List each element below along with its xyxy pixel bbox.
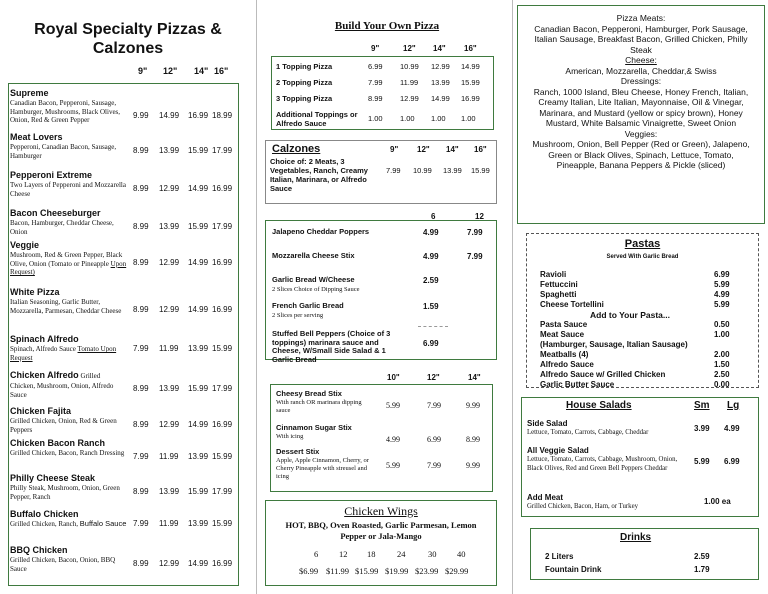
byo-price: 1.00 xyxy=(368,114,383,123)
pizza-price: 15.99 xyxy=(212,519,233,528)
pizza-desc: Grilled Chicken, Bacon, Onion, BBQ Sauce xyxy=(10,556,116,573)
calzone-size-9: 9" xyxy=(390,145,399,154)
pizza-price: 17.99 xyxy=(212,222,233,231)
pizza-row xyxy=(10,406,242,434)
pizza-row xyxy=(10,287,242,315)
byo-price: 1.00 xyxy=(431,114,446,123)
salad-sub: Grilled Chicken, Bacon, Ham, or Turkey xyxy=(527,503,639,510)
pizza-desc: Italian Seasoning, Garlic Butter, Mozzarella, Parmesan, Cheddar Cheese xyxy=(10,298,122,315)
byo-price: 16.99 xyxy=(461,94,480,103)
drink-price: 2.59 xyxy=(694,552,710,561)
stix-name: Dessert Stix xyxy=(276,447,320,456)
appetizer-price-12: 7.99 xyxy=(467,228,483,237)
drink-name: 2 Liters xyxy=(545,552,574,561)
byo-price: 1.00 xyxy=(461,114,476,123)
pizza-desc: Mushroom, Red & Green Pepper, Black Olive, Onion (Tomato or Pineapple Upon Request) xyxy=(10,251,127,276)
salad-price-sm: 5.99 xyxy=(694,457,710,466)
salad-sub: Lettuce, Tomato, Carrots, Cabbage, Mushroom, Onion, Black Olives, Red and Green Bell Peppers Cheddar xyxy=(527,456,678,472)
pizza-row xyxy=(10,170,242,198)
wings-price: $19.99 xyxy=(385,566,409,576)
appetizer-name: Garlic Bread W/Cheese xyxy=(272,275,355,284)
pizza-price: 13.99 xyxy=(188,344,209,353)
salad-sub: Lettuce, Tomato, Carrots, Cabbage, Cheddar xyxy=(527,429,649,436)
stix-sub: With ranch OR marinara dipping sauce xyxy=(276,399,362,414)
pizza-price: 15.99 xyxy=(188,487,209,496)
pizza-price: 8.99 xyxy=(133,384,149,393)
salads-lg-header: Lg xyxy=(727,400,740,411)
apps-count-12: 12 xyxy=(475,212,484,221)
pizza-price: 14.99 xyxy=(188,559,209,568)
wings-count: 18 xyxy=(367,549,376,559)
pizza-name: Buffalo Chicken xyxy=(10,509,79,519)
pizza-price: 7.99 xyxy=(133,452,149,461)
dressings-list: Ranch, 1000 Island, Bleu Cheese, Honey French, Italian, Creamy Italian, Lite Italian, Mayonnaise, Oil & Vinegar, Marinara, and Mustard (yellow or spicy brown), Honey Mustard, White Balsamic Vinaigrette, Sweet Onion xyxy=(533,86,749,128)
byo-size-14: 14" xyxy=(433,44,446,53)
calzone-price-16: 15.99 xyxy=(471,166,490,175)
pizza-desc: Grilled Chicken, Onion, Red & Green Peppers xyxy=(10,417,117,434)
pasta-price: 6.99 xyxy=(714,270,730,279)
pasta-add-price: 0.50 xyxy=(714,320,730,329)
salads-title: House Salads xyxy=(566,400,632,411)
pizza-name: Chicken Fajita xyxy=(10,406,72,416)
pizza-row xyxy=(10,334,242,362)
pizza-name: Supreme xyxy=(10,88,49,98)
pizza-name: Meat Lovers xyxy=(10,132,63,142)
pizza-price: 12.99 xyxy=(159,559,180,568)
pizza-row xyxy=(10,240,242,277)
byo-size-16: 16" xyxy=(464,44,477,53)
pastas-sub: Served With Garlic Bread xyxy=(606,254,679,260)
salad-price-lg: 6.99 xyxy=(724,457,740,466)
byo-row-name: 3 Topping Pizza xyxy=(276,94,333,103)
byo-price: 14.99 xyxy=(461,62,480,71)
byo-price: 15.99 xyxy=(461,78,480,87)
byo-price: 8.99 xyxy=(368,94,383,103)
pizza-price: 12.99 xyxy=(159,258,180,267)
pizza-price: 12.99 xyxy=(159,305,180,314)
appetizer-price-6: 1.59 xyxy=(423,302,439,311)
size-header-14: 14" xyxy=(194,66,209,76)
pasta-price: 5.99 xyxy=(714,300,730,309)
pizza-price: 17.99 xyxy=(212,487,233,496)
stix-price: 7.99 xyxy=(427,401,441,410)
pizza-name-extra: Grilled xyxy=(78,372,101,380)
pizza-desc: Two Layers of Pepperoni and Mozzarella Cheese xyxy=(10,181,126,198)
wings-flavors: HOT, BBQ, Oven Roasted, Garlic Parmesan, Lemon Pepper or Jala-Mango xyxy=(285,520,477,541)
pasta-add-price: 0.00 xyxy=(714,380,730,389)
pizza-price: 8.99 xyxy=(133,184,149,193)
stix-sub: Apple, Apple Cinnamon, Cherry, or Cherry Pineapple with streusel and icing xyxy=(276,457,369,480)
wings-title: Chicken Wings xyxy=(344,504,418,518)
pizza-price: 8.99 xyxy=(133,305,149,314)
appetizer-sub: 2 Slices Choice of Dipping Sauce xyxy=(272,286,360,293)
stix-price: 5.99 xyxy=(386,401,400,410)
pizza-price: 15.99 xyxy=(188,146,209,155)
pizza-price: 11.99 xyxy=(159,452,179,461)
wings-count: 40 xyxy=(457,549,466,559)
pizza-desc: Spinach, Alfredo Sauce Tomato Upon Request xyxy=(10,345,117,362)
pizza-name: BBQ Chicken xyxy=(10,545,68,555)
byo-row-name: 1 Topping Pizza xyxy=(276,62,333,71)
pizza-price: 16.99 xyxy=(212,184,233,193)
salad-price-lg: 4.99 xyxy=(724,424,740,433)
pizza-price: 9.99 xyxy=(133,111,149,120)
pizza-price: 16.99 xyxy=(188,111,209,120)
pizza-price: 14.99 xyxy=(159,111,180,120)
appetizer-name: Stuffed Bell Peppers (Choice of 3 toppings) marinara sauce and Cheese, W/Small Side Salad & 1 Garlic Bread xyxy=(272,329,391,364)
pizza-price: 17.99 xyxy=(212,384,233,393)
salad-name: All Veggie Salad xyxy=(527,446,589,455)
meats-list: Canadian Bacon, Pepperoni, Hamburger, Pork Sausage, Italian Sausage, Breakfast Bacon, Grilled Chicken, Philly Steak xyxy=(534,23,748,55)
pasta-name: Fettuccini xyxy=(540,280,578,289)
appetizer-price-6: 6.99 xyxy=(423,339,439,348)
pizza-price: 14.99 xyxy=(188,420,209,429)
salad-price-sm: 3.99 xyxy=(694,424,710,433)
stix-size-12: 12" xyxy=(427,373,440,382)
pizza-price: 11.99 xyxy=(159,344,179,353)
pizza-row xyxy=(10,509,242,529)
pizza-price: 12.99 xyxy=(159,420,180,429)
pasta-add-heading: Add to Your Pasta... xyxy=(590,310,670,320)
calzone-price-14: 13.99 xyxy=(443,166,462,175)
appetizer-name: Jalapeno Cheddar Poppers xyxy=(272,227,370,236)
pizza-price: 13.99 xyxy=(159,146,180,155)
appetizer-price-6: 4.99 xyxy=(423,228,439,237)
pasta-add-price: 2.00 xyxy=(714,350,730,359)
byo-row-name: Additional Toppings or Alfredo Sauce xyxy=(276,110,358,128)
wings-price: $6.99 xyxy=(299,566,319,576)
size-header-9: 9" xyxy=(138,66,148,76)
byo-price: 7.99 xyxy=(368,78,383,87)
pizza-row xyxy=(10,88,242,125)
salad-name: Side Salad xyxy=(527,419,568,428)
pizza-desc-tail: Buffalo Sauce xyxy=(79,519,127,528)
pizza-desc: Pepperoni, Canadian Bacon, Sausage, Hamburger xyxy=(10,143,117,160)
pasta-price: 4.99 xyxy=(714,290,730,299)
apps-count-6: 6 xyxy=(431,212,436,221)
salad-price-lg: 1.00 ea xyxy=(704,497,731,506)
pizza-desc-note: Upon Request) xyxy=(10,259,127,276)
pasta-add-name: Meatballs (4) xyxy=(540,350,589,359)
pizza-row xyxy=(10,132,242,160)
column-divider-right xyxy=(512,0,513,594)
salad-name: Add Meat xyxy=(527,493,563,502)
pizza-price: 13.99 xyxy=(159,487,180,496)
pizza-row xyxy=(10,438,242,461)
size-header-12: 12" xyxy=(163,66,178,76)
calzone-size-14: 14" xyxy=(446,145,459,154)
stix-size-10: 10" xyxy=(387,373,400,382)
pizza-name: White Pizza xyxy=(10,287,60,297)
stix-price: 8.99 xyxy=(466,435,480,444)
pizza-name: Philly Cheese Steak xyxy=(10,473,96,483)
stix-price: 7.99 xyxy=(427,461,441,470)
salads-sm-header: Sm xyxy=(694,400,710,411)
pizza-price: 12.99 xyxy=(159,184,180,193)
drink-name: Fountain Drink xyxy=(545,565,602,574)
column-divider-left xyxy=(256,0,257,594)
wings-price: $15.99 xyxy=(355,566,379,576)
stix-name: Cinnamon Sugar Stix xyxy=(276,423,352,432)
pizza-name: Chicken Bacon Ranch xyxy=(10,438,106,448)
pizza-price: 8.99 xyxy=(133,559,149,568)
pizza-row xyxy=(10,208,242,236)
pizza-price: 14.99 xyxy=(188,184,209,193)
byo-price: 12.99 xyxy=(431,62,450,71)
drinks-title: Drinks xyxy=(620,532,652,543)
stix-price: 9.99 xyxy=(466,461,480,470)
stix-price: 4.99 xyxy=(386,435,400,444)
pizza-name: Pepperoni Extreme xyxy=(10,170,93,180)
pizza-name: Bacon Cheeseburger xyxy=(10,208,101,218)
veggies-heading: Veggies: xyxy=(624,128,658,139)
stix-price: 9.99 xyxy=(466,401,480,410)
pizza-desc: Chicken, Mushroom, Onion, Alfredo Sauce xyxy=(10,382,114,399)
pizza-price: 16.99 xyxy=(212,420,233,429)
pizza-price: 7.99 xyxy=(133,344,149,353)
pasta-name: Ravioli xyxy=(540,270,567,279)
pizza-price: 17.99 xyxy=(212,146,233,155)
pizza-row xyxy=(10,370,242,399)
pizza-name: Spinach Alfredo xyxy=(10,334,79,344)
pasta-add-name: Meat Sauce xyxy=(540,330,585,339)
calzone-price-12: 10.99 xyxy=(413,166,432,175)
veggies-list: Mushroom, Onion, Bell Pepper (Red or Green), Jalapeno, Green or Black Olives, Spinach, Lettuce, Tomato, Pineapple, Banana Peppers & Pickle (sliced) xyxy=(532,139,750,170)
pasta-add-name: Alfredo Sauce xyxy=(540,360,594,369)
byo-price: 13.99 xyxy=(431,78,450,87)
pasta-add-name: Pasta Sauce xyxy=(540,320,588,329)
pizza-desc: Grilled Chicken, Bacon, Ranch Dressing xyxy=(10,449,125,457)
pasta-add-name: Alfredo Sauce w/ Grilled Chicken xyxy=(540,370,666,379)
pizza-name: Chicken Alfredo Grilled xyxy=(10,370,101,380)
drink-price: 1.79 xyxy=(694,565,710,574)
pizza-desc: Bacon, Hamburger, Cheddar Cheese, Onion xyxy=(10,219,114,236)
pizza-price: 16.99 xyxy=(212,305,233,314)
wings-count: 12 xyxy=(339,549,348,559)
pizza-price: 16.99 xyxy=(212,559,233,568)
pasta-add-name: Garlic Butter Sauce xyxy=(540,380,615,389)
pizza-price: 14.99 xyxy=(188,258,209,267)
stix-price: 5.99 xyxy=(386,461,400,470)
wings-count: 24 xyxy=(397,549,406,559)
pizza-price: 14.99 xyxy=(188,305,209,314)
calzone-title: Calzones xyxy=(272,143,321,155)
apps-dash xyxy=(418,326,448,327)
pizza-price: 13.99 xyxy=(188,452,209,461)
pizza-price: 8.99 xyxy=(133,487,149,496)
calzone-size-16: 16" xyxy=(474,145,487,154)
pizza-price: 7.99 xyxy=(133,519,149,528)
pizza-row xyxy=(10,545,242,573)
meats-heading: Pizza Meats: xyxy=(616,13,666,23)
pizza-price: 13.99 xyxy=(159,222,180,231)
byo-price: 10.99 xyxy=(400,62,419,71)
size-header-16: 16" xyxy=(214,66,229,76)
byo-price: 1.00 xyxy=(400,114,415,123)
stix-sub: With icing xyxy=(276,433,304,440)
pizza-price: 15.99 xyxy=(212,452,233,461)
pizza-desc-note: Tomato Upon Request xyxy=(10,345,117,362)
pizza-price: 8.99 xyxy=(133,420,149,429)
wings-price: $29.99 xyxy=(445,566,469,576)
pizza-price: 15.99 xyxy=(188,222,209,231)
pasta-name: Cheese Tortellini xyxy=(540,300,604,309)
calzone-price-9: 7.99 xyxy=(386,166,401,175)
appetizer-price-12: 7.99 xyxy=(467,252,483,261)
stix-price: 6.99 xyxy=(427,435,441,444)
stix-name: Cheesy Bread Stix xyxy=(276,389,342,398)
pasta-price: 5.99 xyxy=(714,280,730,289)
pizza-price: 13.99 xyxy=(159,384,180,393)
calzone-desc: Choice of: 2 Meats, 3 Vegetables, Ranch, Creamy Italian, Marinara, or Alfredo Sauce xyxy=(270,157,368,193)
pizza-row xyxy=(10,473,242,501)
calzone-size-12: 12" xyxy=(417,145,430,154)
byo-title: Build Your Own Pizza xyxy=(334,20,440,32)
cheese-list: American, Mozzarella, Cheddar,& Swiss xyxy=(565,65,717,76)
pizza-price: 15.99 xyxy=(188,384,209,393)
byo-price: 6.99 xyxy=(368,62,383,71)
byo-size-12: 12" xyxy=(403,44,416,53)
dressings-heading: Dressings: xyxy=(620,76,662,86)
byo-price: 11.99 xyxy=(400,78,419,87)
byo-price: 14.99 xyxy=(431,94,450,103)
cheese-heading: Cheese: xyxy=(625,55,657,65)
wings-price: $23.99 xyxy=(415,566,439,576)
appetizer-price-6: 4.99 xyxy=(423,252,439,261)
pizza-price: 15.99 xyxy=(212,344,233,353)
byo-size-9: 9" xyxy=(371,44,380,53)
byo-row-name: 2 Topping Pizza xyxy=(276,78,333,87)
pizza-price: 13.99 xyxy=(188,519,209,528)
appetizer-price-6: 2.59 xyxy=(423,276,439,285)
stix-size-14: 14" xyxy=(468,373,481,382)
pizza-price: 8.99 xyxy=(133,258,149,267)
pasta-add-price: 1.00 xyxy=(714,330,730,339)
pasta-add-price: 1.50 xyxy=(714,360,730,369)
toppings-section xyxy=(520,13,762,171)
wings-price: $11.99 xyxy=(326,566,350,576)
pizza-price: 18.99 xyxy=(212,111,233,120)
appetizer-name: Mozzarella Cheese Stix xyxy=(272,251,355,260)
pizza-name: Veggie xyxy=(10,240,40,250)
pizza-price: 11.99 xyxy=(159,519,179,528)
pizza-price: 8.99 xyxy=(133,222,149,231)
pasta-add-name: (Hamburger, Sausage, Italian Sausage) xyxy=(540,340,688,349)
pasta-name: Spaghetti xyxy=(540,290,577,299)
pasta-add-price: 2.50 xyxy=(714,370,730,379)
appetizer-sub: 2 Slices per serving xyxy=(272,312,324,319)
pizza-desc: Grilled Chicken, Ranch, Buffalo Sauce xyxy=(10,519,127,528)
appetizer-name: French Garlic Bread xyxy=(272,301,344,310)
pizza-price: 8.99 xyxy=(133,146,149,155)
pizza-desc: Philly Steak, Mushroom, Onion, Green Pepper, Ranch xyxy=(10,484,120,501)
wings-count: 30 xyxy=(428,549,437,559)
specialty-title: Royal Specialty Pizzas & Calzones xyxy=(34,21,222,57)
pizza-price: 16.99 xyxy=(212,258,233,267)
byo-price: 12.99 xyxy=(400,94,419,103)
pizza-desc: Canadian Bacon, Pepperoni, Sausage, Hamburger, Mushrooms, Black Olives, Onion, Red & Green Pepper xyxy=(10,99,121,124)
pastas-title: Pastas xyxy=(624,238,661,250)
wings-count: 6 xyxy=(314,549,319,559)
